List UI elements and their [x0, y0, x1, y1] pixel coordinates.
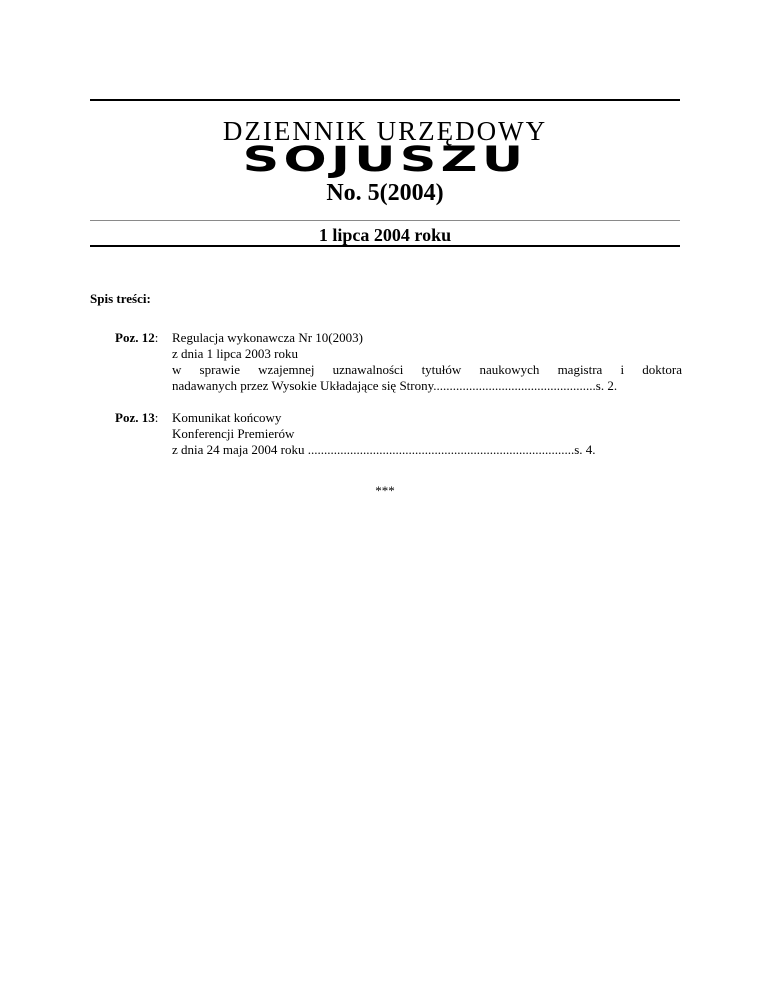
- toc-heading: Spis treści:: [90, 291, 151, 306]
- toc-entry-label: Poz. 12:: [115, 330, 159, 345]
- top-rule: [90, 99, 680, 101]
- issue-number: No. 5(2004): [326, 180, 444, 206]
- bottom-rule: [90, 245, 680, 247]
- toc-entry-line: Konferencji Premierów: [172, 426, 295, 441]
- toc-entry-label: Poz. 13:: [115, 410, 159, 425]
- toc-entry-line: Komunikat końcowy: [172, 410, 282, 425]
- toc-entry-line: z dnia 24 maja 2004 roku ..................................................................................s. 4.: [172, 442, 596, 457]
- masthead-title-line2: SOJUSZU: [242, 140, 528, 180]
- toc-entry-line: w sprawie wzajemnej uznawalności tytułów naukowych magistra i doktora: [172, 362, 682, 377]
- masthead-title-line1: DZIENNIK URZĘDOWY: [222, 116, 548, 146]
- section-separator: ***: [375, 483, 395, 498]
- toc-entry-line: z dnia 1 lipca 2003 roku: [172, 346, 298, 361]
- toc-entry-line: nadawanych przez Wysokie Układające się Strony..................................................s. 2.: [172, 378, 618, 393]
- issue-date: 1 lipca 2004 roku: [318, 225, 452, 245]
- toc-entry-line: Regulacja wykonawcza Nr 10(2003): [172, 330, 363, 345]
- middle-rule: [90, 220, 680, 221]
